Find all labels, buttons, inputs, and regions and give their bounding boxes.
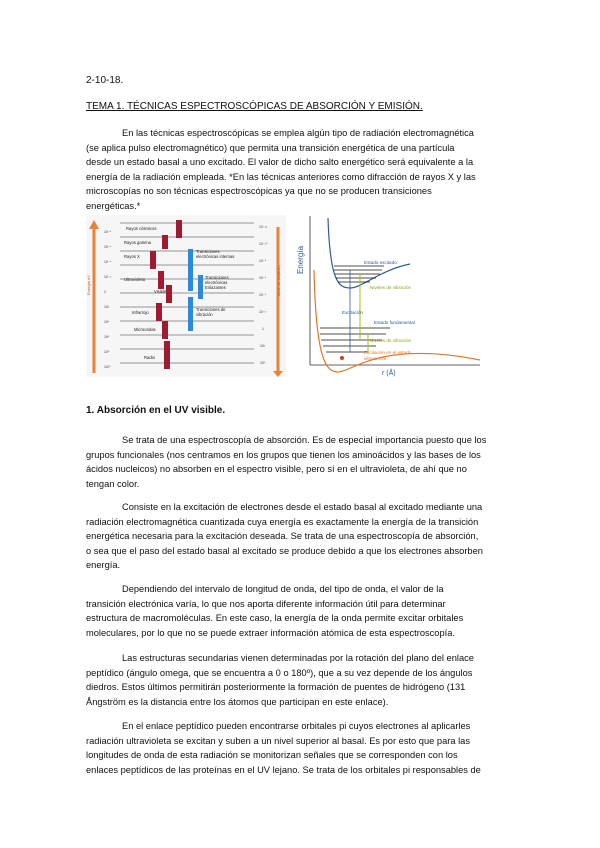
transition-label: Transiciones electrónicas Enlazantes [205, 275, 229, 290]
wavelength-axis-label: Longitud de onda [277, 265, 282, 296]
transition-label: Transiciones de vibración [196, 307, 226, 317]
text-line: enlaces peptídicos de las proteínas en el UV lejano. Se trata de los orbitales pi responsables de [86, 764, 481, 775]
left-tick: 10¹⁰ [104, 365, 111, 369]
paragraph-4 [86, 651, 518, 709]
text-line: Las estructuras secundarias vienen determinadas por la rotación del plano del enlace [122, 653, 474, 663]
left-tick: 1 [104, 290, 106, 294]
right-tick: 10⁴ [260, 361, 266, 365]
left-tick: 10⁻² [104, 275, 111, 279]
left-tick: 10⁶ [104, 335, 110, 339]
text-line: Dependiendo del intervalo de longitud de onda, del tipo de onda, el valor de la [122, 584, 444, 594]
text-line: transición electrónica varía, lo que nos aporta diferente información útil para determinar [86, 598, 446, 609]
text-line: energía. [86, 560, 121, 571]
paragraph-5 [86, 719, 518, 777]
intro-line: energía de la radiación empleada. *En las técnicas anteriores como difracción de rayos X y las [86, 171, 476, 182]
right-tick: 10⁻⁶ [259, 276, 267, 280]
intro-line: En las técnicas espectroscópicas se emplea algún tipo de radiación electromagnética [122, 128, 474, 138]
right-tick: 10⁻¹² [259, 225, 268, 229]
wavelength-arrowhead [273, 371, 283, 377]
text-line: longitudes de onda de esta radiación se monitorizan señales que se corresponden con los [86, 750, 458, 761]
right-tick: 1 [262, 327, 264, 331]
region-label: Microondas [134, 327, 156, 332]
text-line: o sea que el paso del estado basal al excitado se produce debido a que los electrones absorben [86, 545, 483, 556]
text-line: En el enlace peptídico pueden encontrarse orbitales pi cuyos electrones al aplicarles [122, 721, 471, 731]
diagram-label: Niveles de vibración [370, 338, 412, 343]
paragraph-3 [86, 582, 518, 640]
left-tick: 10² [104, 305, 110, 309]
diagram-label: Excitación [342, 310, 363, 315]
intro-line: energéticas.* [86, 200, 141, 211]
intro-line: microscopías no son técnicas espectroscópicas ya que no se producen transiciones [86, 186, 432, 197]
spectrum-blue-bars [188, 249, 203, 331]
text-line: Consiste en la excitación de electrones desde el estado basal al excitado mediante una [122, 502, 483, 512]
region-label: Rayos X [124, 254, 140, 259]
text-line: radiación ultravioleta se excitan y suben a un nivel superior al basal. Es por esto que para las [86, 735, 470, 746]
energy-label: Energía [296, 245, 305, 274]
energy-arrowhead [89, 220, 99, 229]
left-tick: 10⁻⁸ [104, 230, 112, 234]
region-label: Visible [154, 289, 167, 294]
paragraph-1 [86, 433, 518, 491]
document-title: TEMA 1. TÉCNICAS ESPECTROSCÓPICAS DE ABSORCIÓN Y EMISIÓN. [86, 101, 423, 112]
left-tick: 10⁸ [104, 350, 110, 354]
spectrum-graphic [86, 215, 286, 377]
diagram-label: Estado fundamental [374, 320, 415, 325]
transition-label: Transiciones electrónicas internas [196, 249, 235, 259]
right-tick: 10⁻⁸ [259, 259, 267, 263]
right-tick: 10² [260, 344, 266, 348]
electron-dot [340, 356, 344, 360]
intro-line: desde un estado basal a uno excitado. El valor de dicho salto energético será equivalente a la [86, 157, 474, 168]
document-date: 2-10-18. [86, 75, 124, 86]
text-line: radiación electromagnética cuantizada cuya energía es exactamente la energía de la transición [86, 516, 479, 527]
right-tick: 10⁻⁴ [259, 293, 267, 297]
energy-axis-label: Energía eV [86, 274, 91, 295]
energy-diagram [290, 210, 490, 385]
excited-levels [334, 266, 384, 282]
region-label: Radio [144, 355, 155, 360]
text-line: Ångström es la distancia entre los átomos que participan en este enlace). [86, 696, 389, 707]
left-tick: 10⁻⁴ [104, 260, 112, 264]
region-label: Ultravioleta [124, 277, 145, 282]
intro-line: (se aplica pulso electromagnético) que permita una transición energética de una partícula [86, 142, 455, 153]
diagram-label: Excitación en el estado vibracional [364, 350, 412, 361]
text-line: tengan color. [86, 478, 140, 489]
text-line: energética necesaria para la excitación deseada. Se trata de una espectroscopía de absorción, [86, 531, 479, 542]
text-line: grupos funcionales (nos centramos en los grupos que tienen los aminoácidos y las bases de los [86, 449, 481, 460]
r-label: r (Å) [382, 370, 396, 377]
diagram-label: Estado excitado [364, 260, 397, 265]
intro-paragraph [86, 126, 518, 214]
left-tick: 10⁴ [104, 320, 110, 324]
right-tick: 10⁻¹⁰ [259, 242, 268, 246]
paragraph-2 [86, 500, 518, 573]
diagram-label: Niveles de vibración [370, 285, 412, 290]
spectrum-red-bars [150, 220, 182, 369]
text-line: peptídico (ángulo omega, que se encuentra a 0 o 180º), que a su vez depende de los ángulos [86, 667, 473, 678]
text-line: moleculares, por lo que no se puede extraer información atómica de esta espectroscopía. [86, 627, 455, 638]
text-line: estructura de macromoléculas. En este caso, la energía de la onda permite excitar orbitales [86, 613, 464, 624]
right-tick: 10⁻² [259, 310, 266, 314]
spectrum-figure [86, 215, 286, 377]
region-label: Rayos cósmicos [126, 226, 157, 231]
region-label: Rayos gamma [124, 240, 151, 245]
excited-curve [328, 218, 410, 288]
region-label: Infrarrojo [132, 310, 149, 315]
text-line: ácidos nucleicos) no absorben en el espectro visible, pero sí en el ultravioleta, de ahí que no [86, 464, 467, 475]
text-line: Se trata de una espectroscopía de absorción. Es de especial importancia puesto que los [122, 435, 487, 445]
text-line: diedros. Estos últimos permitirán posteriormente la formación de puentes de hidrógeno (131 [86, 682, 466, 693]
section-heading: 1. Absorción en el UV visible. [86, 405, 226, 416]
left-tick: 10⁻⁶ [104, 245, 112, 249]
